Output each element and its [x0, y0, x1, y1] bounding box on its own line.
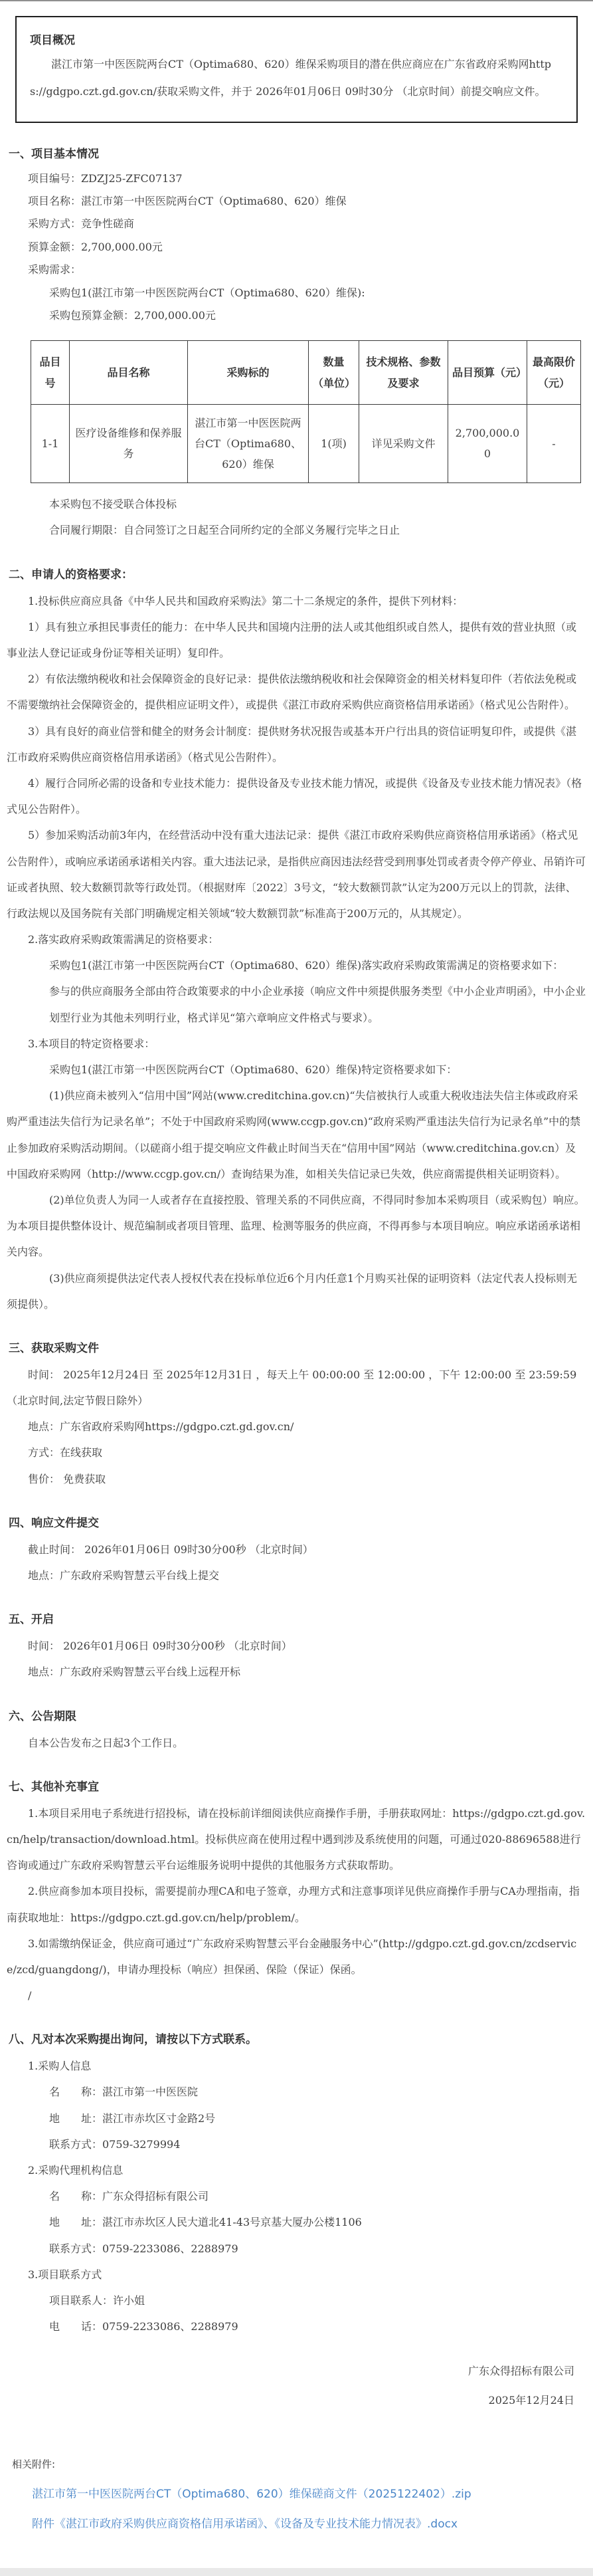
contact-line: 电 话：0759-2233086、2288979: [49, 2320, 238, 2333]
announcement-period-body: [7, 1730, 586, 1756]
section-heading-bid-opening: 五、开启: [9, 1613, 54, 1627]
paragraph: 地点：广东政府采购智慧云平台线上提交: [28, 1569, 220, 1582]
paragraph: 采购包1(湛江市第一中医医院两台CT（Optima680、620）维保)特定资格要求如下：: [49, 1063, 458, 1077]
table-header-cell: 品目号: [31, 341, 70, 404]
bid-opening-body: [7, 1633, 586, 1685]
paragraph: 时间： 2026年01月06日 09时30分00秒 （北京时间）: [28, 1640, 292, 1653]
contact-line: 名 称：广东众得招标有限公司: [49, 2190, 209, 2203]
table-header-cell: 技术规格、参数及要求: [359, 341, 448, 404]
paragraph: 2.供应商参加本项目投标，需要提前办理CA和电子签章，办理方式和注意事项详见供应商操作手册与CA办理指南，指南获取地址：https://gdgpo.czt.gd.gov.cn/help/problem/。: [7, 1885, 580, 1924]
info-line: 采购方式：竞争性磋商: [28, 217, 135, 231]
paragraph: 5）参加采购活动前3年内，在经营活动中没有重大违法记录：提供《湛江市政府采购供应商资格信用承诺函》（格式见公告附件），或响应承诺函承诺相关内容。重大违法记录，是指供应商因违法经营受到刑事处罚或者责令停产停业、吊销许可证或者执照、较大数额罚款等行政处罚。（根据财库〔2022〕3号文，“较大数额罚款”认定为200万元以上的罚款，法律、行政法规以及国务院有关部门明确规定相关领域“较大数额罚款”标准高于200万元的，从其规定）。: [7, 829, 586, 920]
info-line: 项目编号：ZDZJ25-ZFC07137: [28, 171, 183, 185]
paragraph: (3)供应商须提供法定代表人授权代表在投标单位近6个月内任意1个月购买社保的证明资料（法定代表人投标则无须提供）。: [7, 1271, 578, 1311]
section-heading-announcement-period: 六、公告期限: [9, 1709, 76, 1723]
obtain-documents-body: [7, 1362, 586, 1492]
overview-title: 项目概况: [30, 34, 75, 47]
contact-line: 地 址：湛江市赤坎区人民大道北41-43号京基大厦办公楼1106: [49, 2216, 362, 2229]
table-row: [31, 404, 581, 483]
contact-line: 1.采购人信息: [28, 2060, 92, 2073]
project-overview-box: [15, 16, 578, 123]
paragraph: 采购包1(湛江市第一中医医院两台CT（Optima680、620）维保)落实政府采购政策需满足的资格要求如下：: [49, 959, 564, 972]
table-cell: 1(项): [309, 404, 359, 483]
contact-line: 名 称：湛江市第一中医医院: [49, 2086, 199, 2099]
paragraph: (1)供应商未被列入“信用中国”网站(www.creditchina.gov.cn)“失信被执行人或重大税收违法失信主体或政府采购严重违法失信行为记录名单”；不处于中国政府采购网(www.ccgp.gov.cn)“政府采购严重违法失信行为记录名单”中的禁止参加政府采购活动期间。（以磋商小组于提交响应文件截止时间当天在“信用中国”网站（www.creditchina.gov.cn）及中国政府采购网（http://www.ccgp.gov.cn/）查询结果为准，如相关失信记录已失效，供应商需提供相关证明资料）。: [7, 1089, 581, 1180]
announcement-date: 2025年12月24日: [488, 2393, 574, 2407]
table-header-cell: 采购标的: [188, 341, 309, 404]
applicant-qualifications-body: [7, 588, 586, 1317]
paragraph: 2.落实政府采购政策需满足的资格要求：: [28, 933, 219, 946]
section-heading-other-matters: 七、其他补充事宜: [9, 1780, 99, 1794]
table-header-cell: 数量（单位）: [309, 341, 359, 404]
info-line: 采购需求：: [28, 263, 82, 276]
attachment-link[interactable]: 附件《湛江市政府采购供应商资格信用承诺函》、《设备及专业技术能力情况表》.docx: [32, 2517, 458, 2531]
section-heading-applicant-qualifications: 二、申请人的资格要求：: [9, 568, 133, 582]
paragraph: 1.投标供应商应具备《中华人民共和国政府采购法》第二十二条规定的条件，提供下列材料：: [28, 594, 464, 607]
overview-text: 湛江市第一中医医院两台CT（Optima680、620）维保采购项目的潜在供应商应在广东省政府采购网https://gdgpo.czt.gd.gov.cn/获取采购文件，并于 2026年01月06日 09时30分 （北京时间）前提交响应文件。: [30, 58, 552, 98]
attachment-links: [12, 2484, 586, 2531]
paragraph: 时间： 2025年12月24日 至 2025年12月31日 ，每天上午 00:00:00 至 12:00:00 ，下午 12:00:00 至 23:59:59（北京时间,法定节假日除外）: [7, 1368, 577, 1408]
paragraph: 3）具有良好的商业信誉和健全的财务会计制度：提供财务状况报告或基本开户行出具的资信证明复印件，或提供《湛江市政府采购供应商资格信用承诺函》（格式见公告附件）。: [7, 724, 577, 764]
contact-line: 2.采购代理机构信息: [28, 2164, 124, 2177]
basic-info-lines: [7, 167, 586, 328]
table-cell: 2,700,000.00: [448, 404, 527, 483]
package-note: 合同履行期限：自合同签订之日起至合同所约定的全部义务履行完毕之日止: [49, 524, 400, 537]
procurement-items-table: [31, 340, 581, 483]
table-header-row: [31, 341, 581, 404]
info-line: 预算金额：2,700,000.00元: [28, 240, 163, 253]
section-heading-obtain-documents: 三、获取采购文件: [9, 1341, 99, 1355]
paragraph: 2）有依法缴纳税收和社会保障资金的良好记录：提供依法缴纳税收和社会保障资金的相关材料复印件（若依法免税或不需要缴纳社会保障资金的，提供相应证明文件），或提供《湛江市政府采购供应商资格信用承诺函》（格式见公告附件）。: [7, 673, 577, 712]
signature-block: [7, 2357, 586, 2414]
section-heading-response-submission: 四、响应文件提交: [9, 1516, 99, 1530]
section-heading-basic-info: 一、项目基本情况: [9, 147, 99, 161]
agency-name: 广东众得招标有限公司: [467, 2365, 574, 2378]
section-heading-contact-info: 八、凡对本次采购提出询问，请按以下方式联系。: [9, 2033, 257, 2047]
table-header-cell: 最高限价（元）: [527, 341, 581, 404]
attachment-link[interactable]: 湛江市第一中医医院两台CT（Optima680、620）维保磋商文件（2025122402）.zip: [32, 2487, 471, 2501]
table-cell: -: [527, 404, 581, 483]
table-cell: 湛江市第一中医医院两台CT（Optima680、620）维保: [188, 404, 309, 483]
info-line: 采购包1(湛江市第一中医医院两台CT（Optima680、620）维保):: [49, 286, 365, 299]
contact-line: 3.项目联系方式: [28, 2268, 102, 2281]
paragraph: 自本公告发布之日起3个工作日。: [28, 1736, 184, 1749]
paragraph: 售价： 免费获取: [28, 1472, 106, 1485]
package-notes: [7, 491, 586, 543]
table-cell: 详见采购文件: [359, 404, 448, 483]
paragraph: 3.本项目的特定资格要求：: [28, 1037, 155, 1050]
contact-info-body: [7, 2053, 586, 2339]
paragraph: 4）履行合同所必需的设备和专业技术能力：提供设备及专业技术能力情况，或提供《设备及专业技术能力情况表》（格式见公告附件）。: [7, 776, 582, 816]
paragraph: (2)单位负责人为同一人或者存在直接控股、管理关系的不同供应商，不得同时参加本采购项目（或采购包）响应。为本项目提供整体设计、规范编制或者项目管理、监理、检测等服务的供应商，不得再参与本项目响应。响应承诺函承诺相关内容。: [7, 1193, 585, 1259]
paragraph: 参与的供应商服务全部由符合政策要求的中小企业承接（响应文件中须提供服务类型《中小企业声明函》，中小企业划型行业为其他未列明行业，格式详见“第六章响应文件格式与要求）。: [49, 985, 586, 1024]
footer-bar: [0, 2568, 593, 2576]
paragraph: 方式：在线获取: [28, 1446, 103, 1459]
paragraph: 地点：广东省政府采购网https://gdgpo.czt.gd.gov.cn/: [28, 1420, 294, 1434]
attachments-label: 相关附件:: [12, 2458, 56, 2470]
paragraph: 截止时间： 2026年01月06日 09时30分00秒 （北京时间）: [28, 1543, 313, 1556]
paragraph: /: [28, 1989, 32, 2002]
paragraph: 1.本项目采用电子系统进行招投标，请在投标前详细阅读供应商操作手册，手册获取网址：https://gdgpo.czt.gd.gov.cn/help/transaction/download.html。投标供应商在使用过程中遇到涉及系统使用的问题，可通过020-88696588进行咨询或通过广东政府采购智慧云平台运维服务说明中提供的其他服务方式获取帮助。: [7, 1806, 586, 1872]
contact-line: 联系方式：0759-2233086、2288979: [49, 2242, 238, 2255]
contact-line: 联系方式：0759-3279994: [49, 2137, 181, 2151]
info-line: 项目名称：湛江市第一中医医院两台CT（Optima680、620）维保: [28, 194, 347, 207]
info-line: 采购包预算金额：2,700,000.00元: [49, 308, 216, 322]
table-header-cell: 品目预算（元）: [448, 341, 527, 404]
package-note: 本采购包不接受联合体投标: [49, 498, 177, 511]
table-cell: 医疗设备维修和保养服务: [70, 404, 188, 483]
paragraph: 地点：广东政府采购智慧云平台线上远程开标: [28, 1665, 241, 1679]
contact-line: 地 址：湛江市赤坎区寸金路2号: [49, 2111, 216, 2125]
response-submission-body: [7, 1537, 586, 1588]
paragraph: 1）具有独立承担民事责任的能力：在中华人民共和国境内注册的法人或其他组织或自然人，提供有效的营业执照（或事业法人登记证或身份证等相关证明）复印件。: [7, 620, 577, 660]
table-cell: 1-1: [31, 404, 70, 483]
table-header-cell: 品目名称: [70, 341, 188, 404]
contact-line: 项目联系人：许小姐: [49, 2294, 145, 2307]
paragraph: 3.如需缴纳保证金，供应商可通过“广东政府采购智慧云平台金融服务中心”(http://gdgpo.czt.gd.gov.cn/zcdservice/zcd/guangdong/)，申请办理投标（响应）担保函、保险（保证）保函。: [7, 1937, 577, 1976]
attachments-section: [7, 2457, 586, 2531]
other-matters-body: [7, 1800, 586, 2009]
